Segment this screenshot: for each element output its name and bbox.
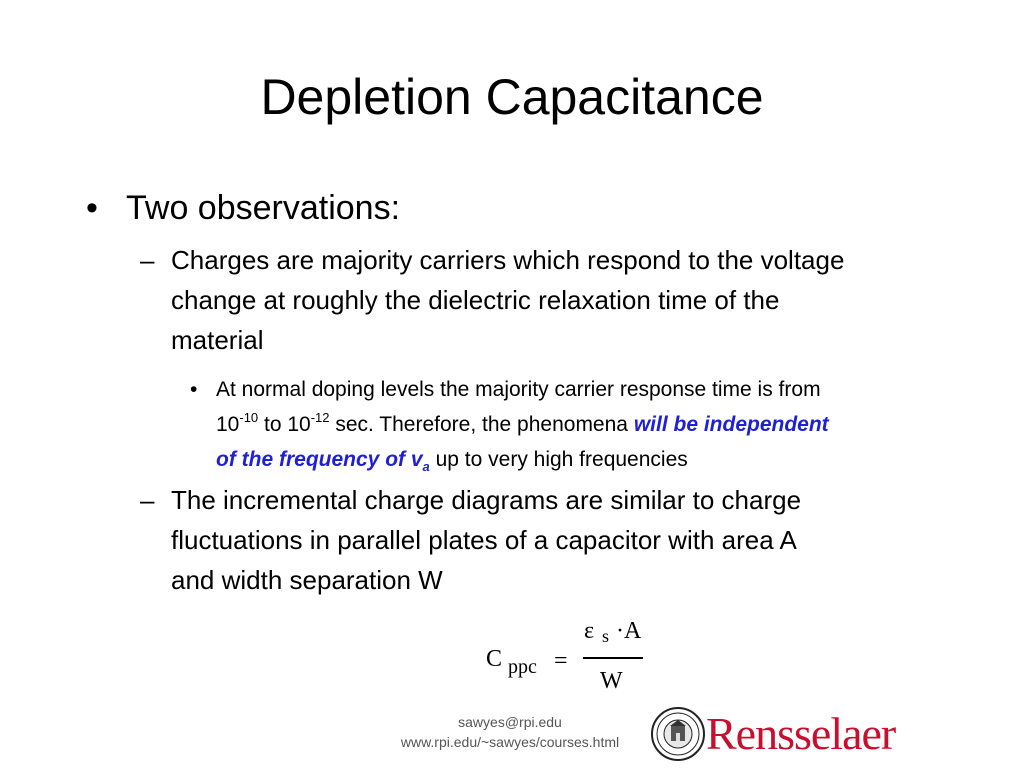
formula-epsilon: ε [584,618,595,644]
emphasis-text [216,448,430,474]
brand-wordmark: Rensselaer [706,708,896,759]
formula-epsilon-subscript: s [602,626,610,646]
dash-icon: – [140,245,155,275]
sub-bullet-text [171,480,801,600]
formula-lhs: C [486,646,503,672]
exponent: -12 [310,410,330,425]
text-fragment: up to very high frequencies [429,448,688,471]
text-fragment: sec. Therefore, the phenomena [329,413,634,436]
text-line: At normal doping levels the majority carrier response time is from [216,378,821,401]
text-line [216,442,829,477]
subscript: a [422,459,430,474]
text-line: fluctuations in parallel plates of a capacitor with area A [171,525,797,555]
capacitance-formula [484,614,654,694]
bullet-text: Two observations: [126,189,401,227]
text-line: Charges are majority carriers which respond to the voltage [171,245,845,275]
footer-email: sawyes@rpi.edu [458,714,562,730]
text-line: The incremental charge diagrams are similar to charge [171,485,802,515]
text-line: change at roughly the dielectric relaxation time of the [171,285,780,315]
formula-numerator: ·A [616,618,642,644]
fraction-bar [583,657,643,659]
formula-equals: = [554,648,568,674]
bullet-dot-icon: • [86,189,98,227]
bullet-dot-icon: • [190,378,198,401]
footer [378,712,642,752]
text-line: material [171,325,264,355]
text-line [216,407,829,442]
university-seal-icon [650,706,706,762]
emphasis-fragment: of the frequency of v [216,448,423,471]
rensselaer-logo [650,706,930,762]
formula-denominator: W [600,668,623,694]
text-line: and width separation W [171,565,443,595]
formula-lhs-subscript: ppc [508,656,537,678]
text-fragment: to 10 [258,413,311,436]
slide-title: Depletion Capacitance [260,69,764,125]
text-fragment: 10 [216,413,240,436]
sub-sub-bullet-text [216,372,829,477]
footer-url: www.rpi.edu/~sawyes/courses.html [400,734,620,750]
dash-icon: – [140,485,155,515]
exponent: -10 [239,410,259,425]
emphasis-text: will be independent [633,413,829,436]
sub-bullet-text [171,240,844,360]
